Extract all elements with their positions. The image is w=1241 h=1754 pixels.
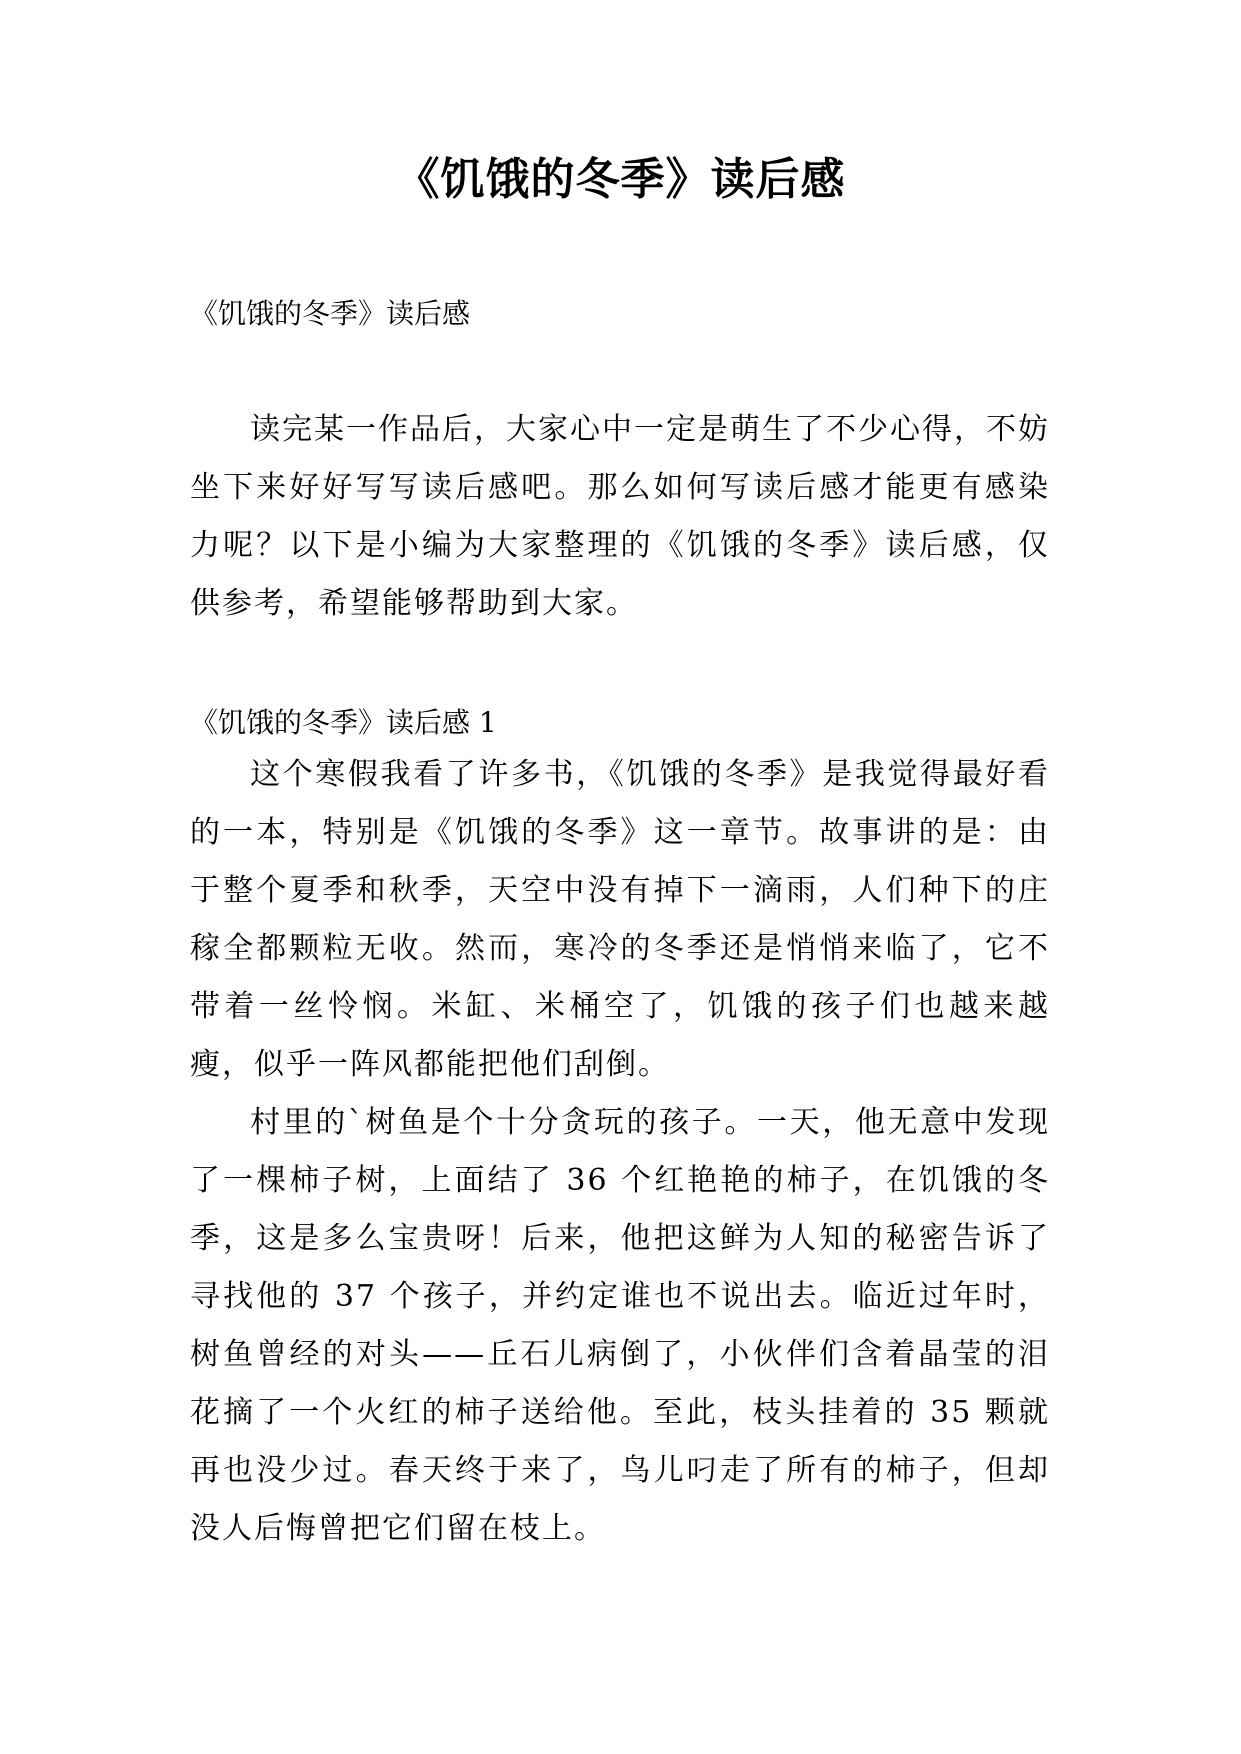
document-title: 《饥饿的冬季》读后感: [395, 154, 846, 205]
document-subtitle: 《饥饿的冬季》读后感: [190, 297, 471, 330]
section-body: [190, 746, 1050, 1558]
intro-block: [190, 401, 1050, 633]
body-paragraph: 村里的`树鱼是个十分贪玩的孩子。一天，他无意中发现了一棵柿子树，上面结了 36 个红艳艳的柿子，在饥饿的冬季，这是多么宝贵呀！后来，他把这鲜为人知的秘密告诉了寻找他的 37 个孩子，并约定谁也不说出去。临近过年时，树鱼曾经的对头——丘石儿病倒了，小伙伴们含着晶莹的泪花摘了一个火红的柿子送给他。至此，枝头挂着的 35 颗就再也没少过。春天终于来了，鸟儿叼走了所有的柿子，但却没人后悔曾把它们留在枝上。: [190, 1105, 1050, 1546]
section-heading: 《饥饿的冬季》读后感 1: [190, 706, 497, 739]
intro-paragraph: 读完某一作品后，大家心中一定是萌生了不少心得，不妨坐下来好好写写读后感吧。那么如何写读后感才能更有感染力呢？以下是小编为大家整理的《饥饿的冬季》读后感，仅供参考，希望能够帮助到大家。: [190, 412, 1050, 621]
body-paragraph: 这个寒假我看了许多书，《饥饿的冬季》是我觉得最好看的一本，特别是《饥饿的冬季》这一章节。故事讲的是：由于整个夏季和秋季，天空中没有掉下一滴雨，人们种下的庄稼全都颗粒无收。然而，寒冷的冬季还是悄悄来临了，它不带着一丝怜悯。米缸、米桶空了，饥饿的孩子们也越来越瘦，似乎一阵风都能把他们刮倒。: [190, 757, 1050, 1082]
